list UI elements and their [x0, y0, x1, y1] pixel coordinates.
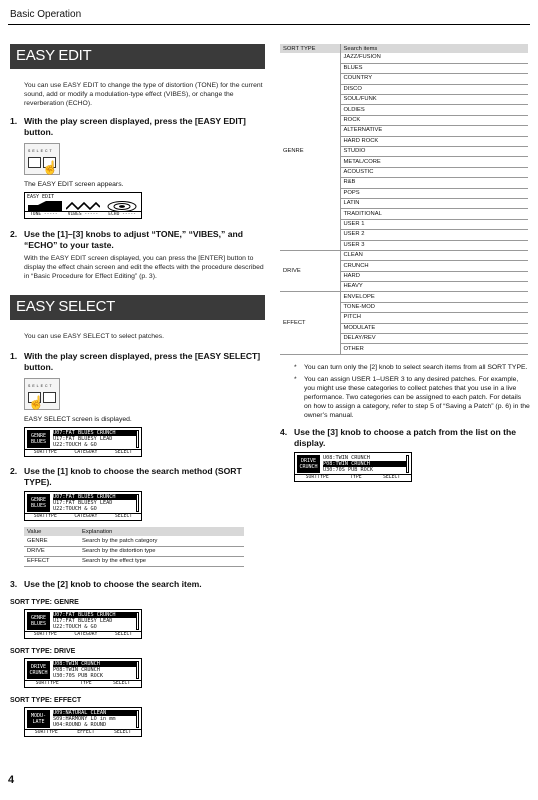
- tag-line: DRIVE: [30, 663, 47, 670]
- drive-screen: [24, 658, 142, 688]
- left-column: [10, 44, 265, 737]
- patch-item: U22:TOUCH & GO: [53, 442, 97, 448]
- easy-edit-step-2-note: With the EASY EDIT screen displayed, you can press the [ENTER] button to display the effect chain screen and edit the effects with the procedure described in “Basic Procedure for Effect Editing” (p. 3).: [24, 255, 264, 280]
- tag-line: GENRE: [30, 433, 47, 439]
- search-item-cell: USER 1: [340, 219, 528, 229]
- search-item-cell: ACOUSTIC: [340, 167, 528, 177]
- sort-type-effect-label: SORT TYPE: EFFECT: [10, 696, 82, 704]
- easy-select-button-shape: [28, 157, 41, 168]
- tag-line: GENRE: [30, 614, 47, 621]
- step-number: 2.: [10, 466, 18, 476]
- patch-item: U30:70S PUB ROCK: [323, 466, 373, 473]
- screen-scrollbar: [136, 612, 139, 630]
- search-item-cell: COUNTRY: [340, 74, 528, 84]
- footer-label: CATEGORY: [74, 450, 98, 455]
- patch-item: S09:HARMONY LO in mm: [53, 715, 116, 722]
- step-text: With the play screen displayed, press the [EASY EDIT] button.: [24, 116, 246, 137]
- search-item-cell: HEAVY: [340, 282, 528, 292]
- pointing-hand-icon: ☝: [28, 395, 45, 410]
- sort-type-screen: [24, 491, 142, 521]
- search-item-cell: USER 2: [340, 230, 528, 240]
- search-item-cell: LATIN: [340, 198, 528, 208]
- table-header: Explanation: [79, 527, 244, 536]
- screen-scrollbar: [136, 661, 139, 679]
- search-item-cell: DISCO: [340, 84, 528, 94]
- patch-item: P08:TWIN CRUNCH: [323, 461, 407, 467]
- patch-item: U30:70S PUB ROCK: [53, 672, 103, 679]
- search-item-cell: DELAY/REV: [340, 334, 528, 344]
- easy-edit-step-1: [10, 116, 265, 138]
- page-header: [8, 3, 530, 25]
- patch-item: U04:ROUND & ROUND: [53, 721, 107, 728]
- table-cell: DRIVE: [24, 546, 79, 556]
- page-number: 4: [8, 774, 15, 786]
- genre-screen: [24, 609, 142, 639]
- button-label: SELECT: [28, 149, 54, 153]
- easy-edit-screen: [24, 192, 142, 219]
- search-item-cell: SOUL/FUNK: [340, 95, 528, 105]
- screen-category-tag: [27, 430, 50, 448]
- table-cell: GENRE: [24, 536, 79, 546]
- footer-label: SORTTYPE: [33, 514, 57, 519]
- footer-label: CATEGORY: [74, 514, 98, 519]
- asterisk-mark: *: [294, 375, 297, 383]
- table-row: [280, 292, 528, 302]
- footer-label: SORTTYPE: [305, 474, 329, 480]
- tag-line: GENRE: [30, 497, 47, 503]
- search-item-cell: ROCK: [340, 115, 528, 125]
- search-item-cell: USER 3: [340, 240, 528, 250]
- easy-edit-heading: EASY EDIT: [10, 44, 265, 69]
- screen-category-tag: [297, 455, 320, 473]
- search-item-cell: TONE-MOD: [340, 302, 528, 312]
- tag-line: BLUES: [30, 503, 47, 509]
- screen-patch-list: [53, 710, 137, 728]
- screen-scrollbar: [406, 455, 409, 473]
- table-row: [280, 53, 528, 63]
- table-header: Value: [24, 527, 79, 536]
- sort-type-value-table: [24, 527, 244, 567]
- search-item-cell: ALTERNATIVE: [340, 126, 528, 136]
- screen-footer: [25, 211, 141, 218]
- patch-item: U09:NATURAL CLEAN: [53, 710, 137, 716]
- screen-scrollbar: [136, 710, 139, 728]
- patch-item: U07:FAT BLUES CRUNCH: [53, 612, 137, 618]
- footer-label: SELECT: [112, 680, 131, 686]
- patch-item: U07:FAT BLUES CRUNCH: [53, 430, 137, 436]
- screen-patch-list: [53, 661, 137, 679]
- screen-patch-list: [53, 494, 137, 512]
- easy-edit-button-shape: [43, 392, 56, 403]
- screen-footer: [25, 631, 141, 638]
- tone-label: TONE -----: [30, 212, 58, 217]
- note-item: [280, 375, 530, 420]
- pointing-hand-icon: ☝: [42, 160, 59, 175]
- easy-edit-screen-note: The EASY EDIT screen appears.: [24, 181, 124, 188]
- table-row: [24, 536, 244, 546]
- search-item-cell: TRADITIONAL: [340, 209, 528, 219]
- tag-line: CRUNCH: [299, 463, 318, 470]
- search-item-cell: ENVELOPE: [340, 292, 528, 302]
- search-item-cell: METAL/CORE: [340, 157, 528, 167]
- note-text: You can turn only the [2] knob to select search items from all SORT TYPE.: [304, 363, 528, 371]
- screen-footer: [25, 513, 141, 520]
- table-cell: Search by the patch category: [79, 536, 244, 546]
- easy-edit-intro: You can use EASY EDIT to change the type of distortion (TONE) for the current sound, add or modify a modulation-type effect (VIBES), or change the reverberation (ECHO).: [24, 82, 263, 107]
- footer-label: SELECT: [114, 631, 133, 637]
- footer-label: SORTTYPE: [34, 729, 58, 735]
- right-column: [280, 44, 530, 482]
- search-item-cell: OTHER: [340, 344, 528, 354]
- screen-title: EASY EDIT: [27, 194, 55, 200]
- easy-select-step-1: [10, 351, 265, 373]
- easy-select-step-3: [10, 579, 265, 590]
- step-number: 1.: [10, 116, 18, 126]
- tag-line: BLUES: [30, 439, 47, 445]
- step-number: 2.: [10, 229, 18, 239]
- search-item-cell: POPS: [340, 188, 528, 198]
- footer-label: SORTTYPE: [33, 631, 57, 637]
- button-label: SELECT: [28, 384, 54, 388]
- tag-line: CRUNCH: [29, 669, 48, 676]
- footer-label: SORTTYPE: [33, 450, 57, 455]
- step-text: Use the [2] knob to choose the search item.: [24, 578, 202, 589]
- asterisk-mark: *: [294, 363, 297, 371]
- echo-label: ECHO -----: [108, 212, 136, 217]
- table-cell: EFFECT: [24, 556, 79, 566]
- patch-list-screen: [294, 452, 412, 482]
- screen-footer: [25, 729, 141, 736]
- step-text: Use the [1] knob to choose the search method (SORT TYPE).: [24, 466, 242, 487]
- table-row: [24, 556, 244, 566]
- patch-item: U07:FAT BLUES CRUNCH: [53, 494, 137, 500]
- easy-select-step-4: [280, 427, 530, 449]
- header-title: Basic Operation: [10, 9, 82, 20]
- search-item-cell: CRUNCH: [340, 261, 528, 271]
- easy-edit-step-2: [10, 229, 265, 251]
- easy-select-screen: [24, 427, 142, 457]
- screen-scrollbar: [136, 494, 139, 512]
- footer-label: SELECT: [114, 514, 133, 519]
- table-row: [280, 250, 528, 260]
- patch-item: U22:TOUCH & GO: [53, 623, 97, 630]
- tag-line: LATE: [32, 718, 45, 725]
- search-item-cell: HARD: [340, 271, 528, 281]
- easy-select-screen-note: EASY SELECT screen is displayed.: [24, 416, 132, 423]
- sort-type-cell: DRIVE: [280, 250, 340, 292]
- footer-label: SORTTYPE: [35, 680, 59, 686]
- patch-item: U17:FAT BLUESY LEAD: [53, 436, 113, 442]
- patch-item: U17:FAT BLUESY LEAD: [53, 500, 113, 506]
- patch-item: U22:TOUCH & GO: [53, 506, 97, 512]
- easy-select-intro: You can use EASY SELECT to select patches.: [24, 333, 165, 340]
- footer-label: CATEGORY: [74, 631, 98, 637]
- screen-footer: [25, 680, 141, 687]
- table-row: [24, 546, 244, 556]
- step-number: 3.: [10, 578, 18, 589]
- screen-footer: [295, 474, 411, 481]
- table-body: [280, 53, 528, 354]
- table-header: SORT TYPE: [280, 44, 340, 53]
- easy-edit-button-illustration: [24, 143, 60, 175]
- table-cell: Search by the distortion type: [79, 546, 244, 556]
- tag-line: DRIVE: [300, 457, 317, 464]
- screen-patch-list: [323, 455, 407, 473]
- screen-scrollbar: [136, 430, 139, 448]
- easy-select-step-2: [10, 466, 265, 488]
- screen-category-tag: [27, 612, 50, 630]
- search-item-cell: R&B: [340, 178, 528, 188]
- footer-label: EFFECT: [77, 729, 95, 735]
- screen-patch-list: [53, 430, 137, 448]
- note-text: You can assign USER 1–USER 3 to any desired patches. For example, you might use these categories to collect patches that you use in a live performance. Two categories can be assigned to each patch. For details on how to assign a category, refer to step 5 of “Saving a Patch” (p. 6) in the owner’s manual.: [304, 375, 530, 419]
- search-item-cell: PITCH: [340, 313, 528, 323]
- sort-type-cell: EFFECT: [280, 292, 340, 354]
- patch-item: U17:FAT BLUESY LEAD: [53, 617, 113, 624]
- table-header: Search items: [340, 44, 528, 53]
- table-cell: Search by the effect type: [79, 556, 244, 566]
- footer-label: TYPE: [80, 680, 92, 686]
- search-item-cell: STUDIO: [340, 147, 528, 157]
- footer-label: SELECT: [113, 729, 132, 735]
- search-item-cell: HARD ROCK: [340, 136, 528, 146]
- search-item-cell: MODULATE: [340, 323, 528, 333]
- step-text: Use the [1]–[3] knobs to adjust “TONE,” “VIBES,” and “ECHO” to your taste.: [24, 229, 244, 250]
- patch-item: U08:TWIN CRUNCH: [53, 661, 137, 667]
- easy-select-heading: EASY SELECT: [10, 295, 265, 320]
- screen-category-tag: [27, 661, 50, 679]
- step-number: 1.: [10, 351, 18, 361]
- sort-type-genre-label: SORT TYPE: GENRE: [10, 598, 79, 606]
- screen-category-tag: [27, 494, 50, 512]
- patch-item: U08:TWIN CRUNCH: [323, 454, 370, 461]
- tag-line: MODU-: [30, 712, 47, 719]
- note-item: [280, 363, 530, 372]
- patch-item: P08:TWIN CRUNCH: [53, 666, 100, 673]
- screen-footer: [25, 449, 141, 456]
- screen-category-tag: [27, 710, 50, 728]
- footer-label: SELECT: [382, 474, 401, 480]
- step-number: 4.: [280, 426, 288, 437]
- search-item-cell: OLDIES: [340, 105, 528, 115]
- search-item-cell: CLEAN: [340, 250, 528, 260]
- vibes-label: VIBES -----: [67, 212, 99, 217]
- sort-type-cell: GENRE: [280, 53, 340, 250]
- search-item-cell: BLUES: [340, 63, 528, 73]
- footer-label: TYPE: [350, 474, 362, 480]
- step-text: Use the [3] knob to choose a patch from the list on the display.: [294, 426, 517, 448]
- sort-type-drive-label: SORT TYPE: DRIVE: [10, 647, 76, 655]
- easy-select-button-illustration: [24, 378, 60, 410]
- search-item-cell: JAZZ/FUSION: [340, 53, 528, 63]
- sort-type-search-items-table: [280, 44, 528, 355]
- step-text: With the play screen displayed, press the [EASY SELECT] button.: [24, 351, 261, 372]
- effect-screen: [24, 707, 142, 737]
- screen-patch-list: [53, 612, 137, 630]
- tag-line: BLUES: [30, 620, 47, 627]
- footer-label: SELECT: [114, 450, 133, 455]
